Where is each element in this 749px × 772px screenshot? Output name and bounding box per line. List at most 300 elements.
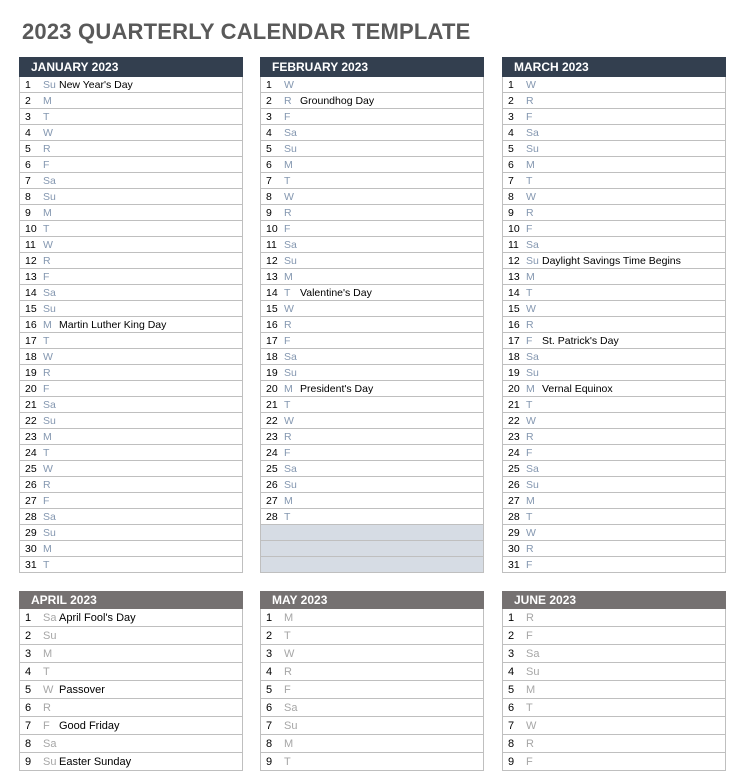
day-number: 2: [508, 94, 514, 107]
day-of-week: Su: [43, 302, 56, 315]
day-row: [261, 157, 483, 173]
day-row: [20, 253, 242, 269]
day-number: 8: [266, 737, 273, 750]
day-of-week: M: [43, 647, 53, 660]
month-june: [502, 591, 726, 771]
day-row: [503, 445, 725, 461]
day-of-week: F: [43, 382, 50, 395]
day-row: [261, 699, 483, 717]
day-row: [261, 349, 483, 365]
day-row: [503, 157, 725, 173]
day-of-week: Su: [526, 665, 540, 678]
day-row: [503, 221, 725, 237]
day-row: [20, 173, 242, 189]
day-row: [20, 141, 242, 157]
month-header: APRIL 2023: [19, 591, 243, 609]
day-row: [20, 237, 242, 253]
day-of-week: Sa: [43, 737, 57, 750]
day-row: [503, 93, 725, 109]
day-of-week: F: [526, 446, 533, 459]
day-of-week: W: [526, 719, 537, 732]
day-row: [503, 317, 725, 333]
day-row: [20, 493, 242, 509]
day-of-week: Sa: [526, 126, 539, 139]
day-row: [20, 753, 242, 771]
day-row: [20, 269, 242, 285]
day-number: 22: [25, 414, 37, 427]
day-of-week: M: [284, 158, 293, 171]
day-number: 7: [508, 174, 514, 187]
day-number: 3: [266, 110, 272, 123]
empty-day-row: [261, 541, 483, 557]
day-of-week: Sa: [43, 174, 56, 187]
day-of-week: F: [43, 494, 50, 507]
day-of-week: Su: [526, 254, 539, 267]
day-row: [20, 445, 242, 461]
month-header: MAY 2023: [260, 591, 484, 609]
day-row: [20, 735, 242, 753]
day-row: [261, 269, 483, 285]
day-row: [20, 93, 242, 109]
day-number: 8: [266, 190, 272, 203]
day-number: 3: [25, 647, 32, 660]
day-number: 6: [266, 701, 273, 714]
day-of-week: Sa: [526, 647, 540, 660]
day-number: 4: [508, 665, 515, 678]
day-of-week: R: [526, 94, 534, 107]
day-of-week: R: [284, 430, 292, 443]
day-number: 4: [25, 126, 31, 139]
day-number: 23: [25, 430, 37, 443]
day-row: [20, 429, 242, 445]
day-of-week: Sa: [526, 238, 539, 251]
day-of-week: T: [284, 510, 291, 523]
day-of-week: R: [526, 611, 534, 624]
day-number: 6: [266, 158, 272, 171]
day-row: [503, 365, 725, 381]
day-of-week: R: [526, 430, 534, 443]
day-row: [20, 525, 242, 541]
day-number: 1: [266, 611, 273, 624]
day-of-week: W: [284, 302, 294, 315]
day-of-week: W: [526, 190, 536, 203]
day-of-week: T: [43, 558, 50, 571]
day-row: [503, 413, 725, 429]
day-number: 11: [266, 238, 277, 251]
day-number: 25: [25, 462, 37, 475]
day-row: [261, 381, 483, 397]
day-row: [503, 509, 725, 525]
day-row: [261, 237, 483, 253]
month-header: JANUARY 2023: [19, 57, 243, 77]
day-row: [261, 301, 483, 317]
month-january: [19, 57, 243, 573]
day-of-week: T: [526, 398, 533, 411]
day-number: 13: [266, 270, 278, 283]
day-number: 2: [508, 629, 515, 642]
day-number: 6: [25, 158, 31, 171]
day-row: [261, 93, 483, 109]
day-number: 7: [266, 719, 273, 732]
day-of-week: R: [43, 701, 51, 714]
day-of-week: M: [43, 94, 52, 107]
event-label: Vernal Equinox: [542, 382, 613, 395]
day-row: [503, 493, 725, 509]
day-row: [20, 645, 242, 663]
day-number: 19: [508, 366, 520, 379]
day-row: [20, 77, 242, 93]
day-row: [261, 609, 483, 627]
empty-day-row: [261, 525, 483, 541]
day-of-week: T: [43, 222, 50, 235]
day-number: 26: [508, 478, 520, 491]
day-of-week: F: [526, 110, 533, 123]
day-row: [503, 141, 725, 157]
day-row: [20, 365, 242, 381]
day-of-week: T: [526, 510, 533, 523]
event-label: Valentine's Day: [300, 286, 372, 299]
day-number: 31: [508, 558, 520, 571]
day-number: 23: [266, 430, 278, 443]
day-of-week: T: [284, 398, 291, 411]
day-row: [503, 285, 725, 301]
day-of-week: Sa: [43, 286, 56, 299]
day-number: 15: [266, 302, 278, 315]
day-list: [502, 609, 726, 771]
day-of-week: Su: [43, 755, 57, 768]
event-label: St. Patrick's Day: [542, 334, 619, 347]
day-of-week: Sa: [284, 126, 297, 139]
day-row: [503, 237, 725, 253]
day-of-week: F: [526, 755, 533, 768]
day-row: [261, 717, 483, 735]
day-number: 24: [508, 446, 520, 459]
day-of-week: W: [284, 414, 294, 427]
day-of-week: Sa: [43, 611, 57, 624]
day-of-week: F: [526, 222, 533, 235]
month-march: [502, 57, 726, 573]
day-number: 7: [25, 174, 31, 187]
day-row: [503, 349, 725, 365]
day-of-week: Sa: [526, 350, 539, 363]
day-number: 20: [508, 382, 520, 395]
day-number: 1: [25, 611, 32, 624]
day-row: [503, 645, 725, 663]
day-number: 9: [25, 755, 32, 768]
day-of-week: R: [43, 366, 51, 379]
day-row: [503, 381, 725, 397]
day-of-week: T: [284, 286, 291, 299]
day-number: 13: [25, 270, 37, 283]
event-label: President's Day: [300, 382, 374, 395]
day-number: 16: [266, 318, 278, 331]
day-number: 3: [508, 110, 514, 123]
day-number: 21: [508, 398, 520, 411]
day-row: [20, 301, 242, 317]
day-of-week: W: [526, 78, 536, 91]
day-of-week: T: [284, 174, 291, 187]
day-row: [503, 269, 725, 285]
day-of-week: Sa: [43, 510, 56, 523]
day-row: [261, 109, 483, 125]
day-row: [503, 173, 725, 189]
day-row: [261, 627, 483, 645]
day-row: [20, 477, 242, 493]
day-of-week: R: [284, 94, 292, 107]
day-row: [20, 663, 242, 681]
day-number: 27: [508, 494, 520, 507]
day-row: [261, 493, 483, 509]
day-number: 7: [25, 719, 32, 732]
day-of-week: W: [526, 302, 536, 315]
day-row: [261, 125, 483, 141]
day-row: [503, 205, 725, 221]
day-number: 28: [25, 510, 37, 523]
day-number: 17: [508, 334, 520, 347]
day-number: 21: [25, 398, 37, 411]
day-of-week: W: [43, 126, 53, 139]
day-number: 10: [266, 222, 278, 235]
day-of-week: W: [284, 78, 294, 91]
day-number: 3: [25, 110, 31, 123]
day-row: [503, 717, 725, 735]
day-of-week: F: [284, 110, 291, 123]
day-number: 28: [266, 510, 278, 523]
empty-day-row: [261, 557, 483, 573]
day-of-week: M: [284, 494, 293, 507]
day-number: 10: [508, 222, 520, 235]
day-number: 29: [508, 526, 520, 539]
day-row: [20, 125, 242, 141]
day-of-week: T: [526, 701, 533, 714]
day-number: 30: [508, 542, 520, 555]
day-of-week: W: [43, 238, 53, 251]
day-of-week: F: [284, 222, 291, 235]
day-number: 11: [508, 238, 519, 251]
day-of-week: F: [43, 158, 50, 171]
day-number: 7: [266, 174, 272, 187]
day-of-week: Su: [284, 719, 298, 732]
day-row: [20, 541, 242, 557]
day-of-week: F: [526, 629, 533, 642]
day-number: 6: [508, 701, 515, 714]
day-row: [20, 413, 242, 429]
day-number: 27: [266, 494, 278, 507]
day-of-week: F: [284, 446, 291, 459]
day-number: 5: [25, 683, 32, 696]
day-number: 14: [266, 286, 278, 299]
day-number: 25: [508, 462, 520, 475]
day-number: 2: [266, 94, 272, 107]
day-row: [503, 77, 725, 93]
day-of-week: R: [284, 318, 292, 331]
day-row: [503, 609, 725, 627]
month-april: [19, 591, 243, 771]
day-of-week: W: [284, 190, 294, 203]
day-of-week: M: [43, 318, 52, 331]
day-number: 22: [508, 414, 520, 427]
day-row: [261, 663, 483, 681]
day-of-week: T: [43, 334, 50, 347]
day-number: 28: [508, 510, 520, 523]
day-of-week: Su: [526, 142, 539, 155]
event-label: Daylight Savings Time Begins: [542, 254, 681, 267]
day-number: 9: [266, 755, 273, 768]
day-number: 20: [266, 382, 278, 395]
day-of-week: M: [526, 382, 535, 395]
day-number: 18: [508, 350, 520, 363]
day-number: 22: [266, 414, 278, 427]
day-number: 25: [266, 462, 278, 475]
day-of-week: M: [284, 611, 294, 624]
day-row: [503, 525, 725, 541]
day-list: [19, 77, 243, 573]
day-of-week: R: [43, 478, 51, 491]
day-row: [503, 541, 725, 557]
day-number: 1: [508, 611, 515, 624]
day-of-week: Su: [43, 629, 57, 642]
day-row: [20, 381, 242, 397]
day-list: [502, 77, 726, 573]
day-row: [503, 557, 725, 573]
day-row: [261, 429, 483, 445]
day-of-week: T: [526, 286, 533, 299]
day-of-week: R: [526, 542, 534, 555]
day-row: [261, 365, 483, 381]
day-row: [261, 141, 483, 157]
day-of-week: W: [526, 526, 536, 539]
day-of-week: Su: [43, 190, 56, 203]
page-title: 2023 QUARTERLY CALENDAR TEMPLATE: [22, 19, 471, 44]
day-of-week: M: [43, 206, 52, 219]
day-number: 4: [266, 665, 273, 678]
day-of-week: M: [284, 270, 293, 283]
day-row: [503, 109, 725, 125]
day-number: 31: [25, 558, 37, 571]
day-number: 19: [25, 366, 37, 379]
day-number: 14: [25, 286, 37, 299]
day-number: 26: [266, 478, 278, 491]
day-of-week: Sa: [284, 350, 297, 363]
day-number: 9: [508, 755, 515, 768]
day-number: 19: [266, 366, 278, 379]
event-label: April Fool's Day: [59, 611, 136, 624]
day-of-week: M: [526, 158, 535, 171]
day-of-week: T: [43, 446, 50, 459]
event-label: Good Friday: [59, 719, 120, 732]
day-number: 18: [25, 350, 37, 363]
day-number: 16: [25, 318, 37, 331]
day-of-week: Sa: [284, 462, 297, 475]
day-of-week: R: [526, 318, 534, 331]
day-of-week: R: [526, 737, 534, 750]
day-number: 2: [266, 629, 273, 642]
day-of-week: W: [284, 647, 295, 660]
day-row: [503, 699, 725, 717]
event-label: Martin Luther King Day: [59, 318, 167, 331]
day-of-week: T: [526, 174, 533, 187]
day-row: [503, 429, 725, 445]
day-row: [503, 663, 725, 681]
day-of-week: M: [284, 737, 294, 750]
day-number: 11: [25, 238, 36, 251]
day-number: 5: [508, 142, 514, 155]
day-row: [261, 253, 483, 269]
day-row: [20, 627, 242, 645]
day-number: 26: [25, 478, 37, 491]
day-row: [20, 699, 242, 717]
day-number: 2: [25, 94, 31, 107]
day-of-week: Sa: [284, 701, 298, 714]
day-number: 9: [25, 206, 31, 219]
day-list: [260, 77, 484, 573]
day-row: [261, 645, 483, 663]
month-header: JUNE 2023: [502, 591, 726, 609]
event-label: Groundhog Day: [300, 94, 375, 107]
day-number: 5: [508, 683, 515, 696]
day-row: [261, 753, 483, 771]
day-number: 5: [266, 683, 273, 696]
day-number: 15: [508, 302, 520, 315]
day-number: 27: [25, 494, 37, 507]
day-of-week: Su: [284, 478, 297, 491]
month-header: MARCH 2023: [502, 57, 726, 77]
day-of-week: Su: [43, 78, 56, 91]
day-row: [261, 173, 483, 189]
day-of-week: M: [284, 382, 293, 395]
day-of-week: W: [43, 683, 54, 696]
day-row: [20, 285, 242, 301]
day-row: [261, 445, 483, 461]
day-row: [261, 735, 483, 753]
day-row: [20, 609, 242, 627]
day-row: [261, 397, 483, 413]
day-row: [261, 317, 483, 333]
day-number: 21: [266, 398, 278, 411]
day-row: [20, 509, 242, 525]
day-number: 1: [25, 78, 31, 91]
day-number: 20: [25, 382, 37, 395]
day-list: [260, 609, 484, 771]
day-of-week: Su: [43, 526, 56, 539]
day-of-week: Sa: [284, 238, 297, 251]
day-number: 8: [508, 737, 515, 750]
day-of-week: Su: [43, 414, 56, 427]
day-of-week: F: [526, 558, 533, 571]
day-number: 6: [508, 158, 514, 171]
day-number: 4: [266, 126, 272, 139]
day-number: 4: [25, 665, 32, 678]
day-number: 8: [25, 190, 31, 203]
day-number: 8: [25, 737, 32, 750]
day-number: 3: [266, 647, 273, 660]
day-number: 12: [266, 254, 278, 267]
day-of-week: R: [284, 206, 292, 219]
day-of-week: M: [43, 430, 52, 443]
day-number: 5: [266, 142, 272, 155]
day-row: [503, 477, 725, 493]
day-row: [20, 461, 242, 477]
day-of-week: R: [43, 142, 51, 155]
event-label: Passover: [59, 683, 105, 696]
day-row: [261, 221, 483, 237]
day-row: [20, 189, 242, 205]
day-row: [503, 461, 725, 477]
day-number: 12: [508, 254, 520, 267]
month-february: [260, 57, 484, 573]
day-of-week: F: [526, 334, 533, 347]
day-number: 1: [266, 78, 272, 91]
